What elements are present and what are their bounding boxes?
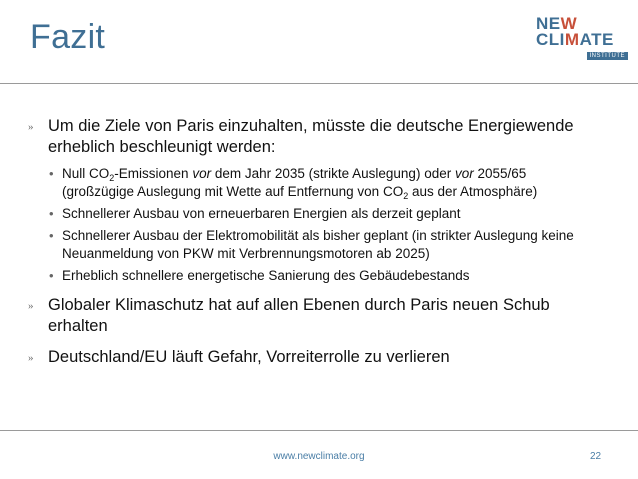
- text-run: -Emissionen: [114, 166, 193, 181]
- footer-url[interactable]: www.newclimate.org: [273, 451, 365, 462]
- chevron-bullet-icon: »: [28, 121, 34, 133]
- emphasis: vor: [454, 166, 474, 181]
- dot-bullet-icon: •: [49, 228, 54, 243]
- bullet-2-text: Globaler Klimaschutz hat auf allen Ebenen durch Paris neuen Schub erhalten: [48, 296, 550, 335]
- slide-title: Fazit: [30, 18, 106, 56]
- bullet-3-text: Deutschland/EU läuft Gefahr, Vorreiterrolle zu verlieren: [48, 348, 450, 366]
- logo-text: ATE: [579, 30, 614, 49]
- footer-divider: [0, 430, 638, 431]
- bullet-2: [28, 295, 598, 337]
- logo-text: CLI: [536, 30, 565, 49]
- chevron-bullet-icon: »: [28, 300, 34, 312]
- slide-content: [28, 116, 598, 368]
- logo-accent: M: [564, 30, 580, 49]
- bullet-3: [28, 347, 598, 368]
- sub-bullet-text: Schnellerer Ausbau von erneuerbaren Energien als derzeit geplant: [62, 206, 461, 221]
- logo-line-2: [536, 32, 628, 48]
- sub-bullet-3: [28, 227, 598, 263]
- emphasis: vor: [192, 166, 212, 181]
- text-run: aus der Atmosphäre): [408, 184, 538, 199]
- bullet-1: [28, 116, 598, 158]
- sub-bullet-1: [28, 165, 598, 201]
- subscript: 2: [109, 173, 115, 183]
- chevron-bullet-icon: »: [28, 352, 34, 364]
- logo-text: NE: [536, 14, 561, 33]
- dot-bullet-icon: •: [49, 268, 54, 283]
- subscript: 2: [403, 191, 409, 201]
- logo-subtitle: INSTITUTE: [587, 52, 629, 60]
- page-number: 22: [590, 451, 602, 462]
- bullet-1-text: Um die Ziele von Paris einzuhalten, müsste die deutsche Energiewende erheblich beschleunigt werden:: [48, 117, 574, 156]
- sub-bullet-4: [28, 267, 598, 285]
- sub-bullet-text: Schnellerer Ausbau der Elektromobilität als bisher geplant (in strikter Auslegung keine Neuanmeldung von PKW mit Verbrennungsmotoren ab 2025): [62, 228, 574, 261]
- sub-bullet-text: Erheblich schnellere energetische Sanierung des Gebäudebestands: [62, 268, 470, 283]
- logo-accent: W: [560, 14, 578, 33]
- dot-bullet-icon: •: [49, 206, 54, 221]
- text-run: dem Jahr 2035 (strikte Auslegung) oder: [211, 166, 455, 181]
- text-run: 2055/65 (großzügige Auslegung mit Wette auf Entfernung von CO: [62, 166, 527, 199]
- dot-bullet-icon: •: [49, 166, 54, 181]
- sub-bullet-2: [28, 205, 598, 223]
- header-divider: [0, 83, 638, 84]
- newclimate-logo: [536, 16, 628, 68]
- text-run: Null CO: [62, 166, 110, 181]
